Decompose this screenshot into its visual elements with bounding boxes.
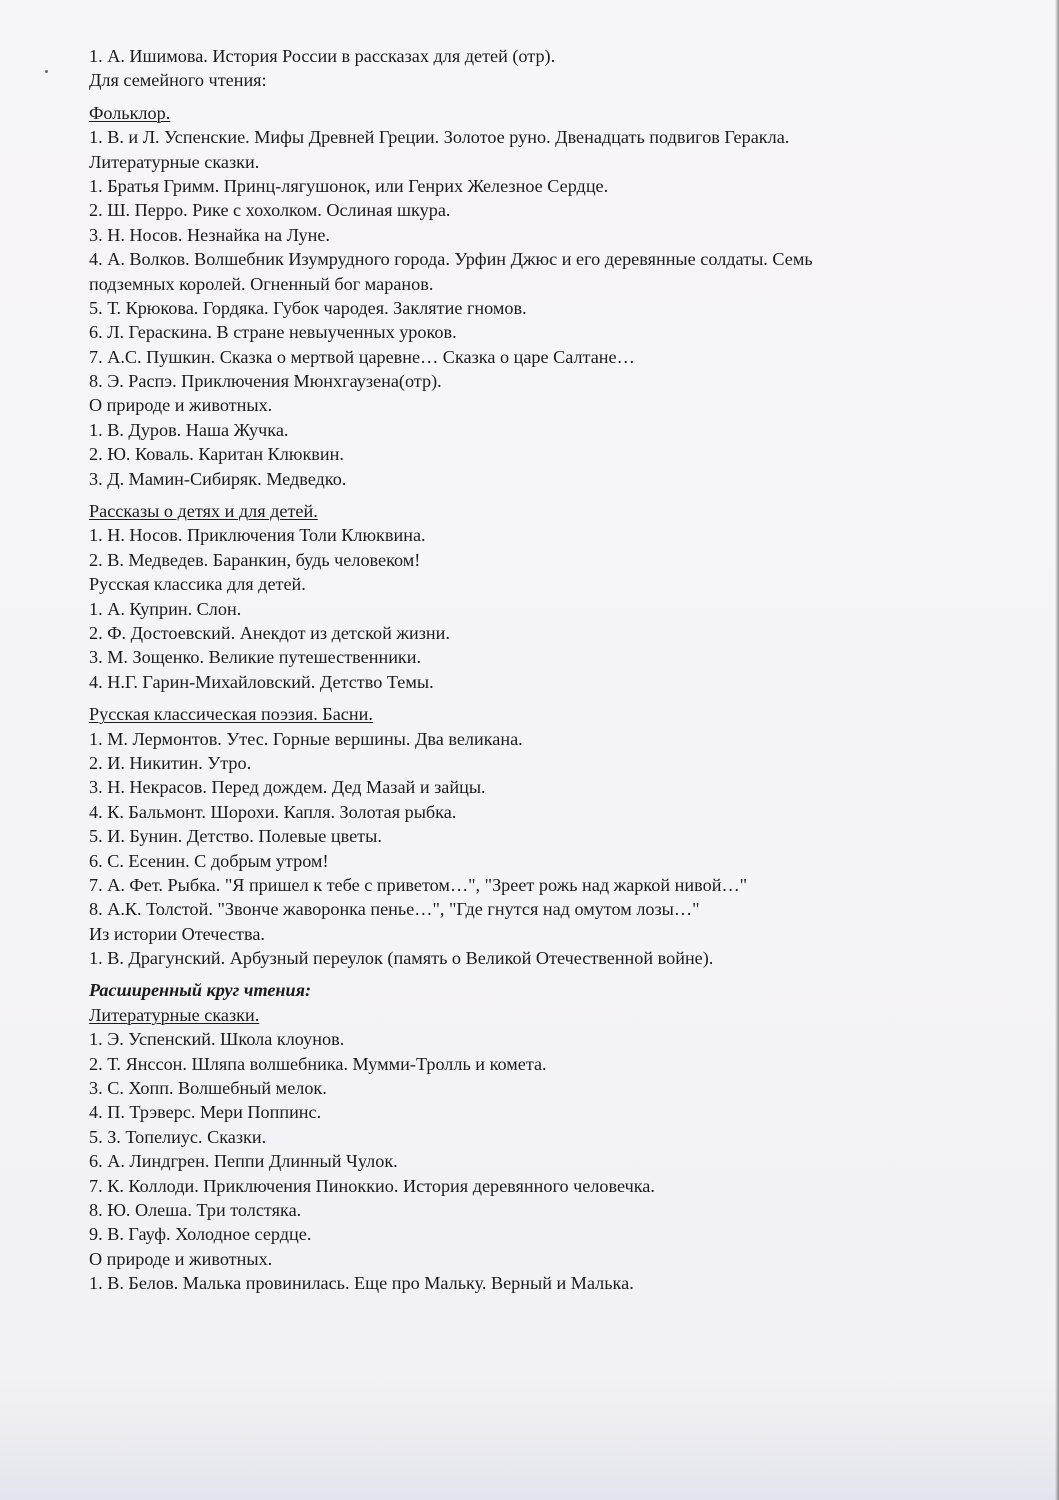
text-line: 1. М. Лермонтов. Утес. Горные вершины. Два великана. (89, 728, 523, 749)
text-line: 3. М. Зощенко. Великие путешественники. (89, 647, 422, 668)
text-line: 2. Ш. Перро. Рике с хохолком. Ослиная шкура. (89, 200, 451, 221)
text-line: 7. А. Фет. Рыбка. "Я пришел к тебе с приветом…", "Зреет рожь над жаркой нивой…" (89, 874, 748, 895)
section-heading: Рассказы о детях и для детей. (89, 501, 318, 522)
text-line: 1. Братья Гримм. Принц-лягушонок, или Генрих Железное Сердце. (89, 175, 609, 196)
text-line: О природе и животных. (89, 1248, 273, 1269)
text-line: 1. А. Куприн. Слон. (89, 598, 242, 619)
text-line: 3. С. Хопп. Волшебный мелок. (89, 1078, 327, 1099)
text-line: 3. Н. Носов. Незнайка на Луне. (89, 224, 330, 245)
text-line: 8. А.К. Толстой. "Звонче жаворонка пенье…", "Где гнутся над омутом лозы…" (89, 899, 700, 920)
text-line: 8. Э. Распэ. Приключения Мюнхгаузена(отр). (89, 371, 442, 392)
section-heading: Фольклор. (89, 102, 171, 123)
text-line: 2. Ю. Коваль. Каритан Клюквин. (89, 444, 344, 465)
text-line: 1. В. Белов. Малька провинилась. Еще про Мальку. Верный и Малька. (89, 1273, 634, 1294)
text-line: 9. В. Гауф. Холодное сердце. (89, 1224, 312, 1245)
scan-bottom-shade (0, 1380, 1059, 1500)
text-line: 6. А. Линдгрен. Пеппи Длинный Чулок. (89, 1151, 398, 1172)
text-line: 7. А.С. Пушкин. Сказка о мертвой царевне… Сказка о царе Салтане… (89, 346, 635, 367)
text-line: 1. В. и Л. Успенские. Мифы Древней Греции. Золотое руно. Двенадцать подвигов Геракла. (89, 127, 790, 148)
scan-right-edge (1055, 0, 1059, 1500)
text-line: 5. И. Бунин. Детство. Полевые цветы. (89, 826, 382, 847)
text-line: 4. Н.Г. Гарин-Михайловский. Детство Темы. (89, 671, 434, 692)
text-line: 1. В. Дуров. Наша Жучка. (89, 419, 289, 440)
text-line: 1. Э. Успенский. Школа клоунов. (89, 1029, 345, 1050)
text-line: 7. К. Коллоди. Приключения Пиноккио. История деревянного человечка. (89, 1175, 655, 1196)
text-line: подземных королей. Огненный бог маранов. (89, 273, 434, 294)
text-line: 2. Ф. Достоевский. Анекдот из детской жизни. (89, 622, 450, 643)
text-line: 4. К. Бальмонт. Шорохи. Капля. Золотая рыбка. (89, 801, 457, 822)
text-line: Русская классика для детей. (89, 574, 306, 595)
text-line: 6. Л. Гераскина. В стране невыученных уроков. (89, 322, 457, 343)
section-heading: Русская классическая поэзия. Басни. (89, 704, 373, 725)
text-line: Литературные сказки. (89, 151, 260, 172)
text-line: 4. П. Трэверс. Мери Поппинс. (89, 1102, 322, 1123)
scan-dot-mark (45, 70, 48, 73)
text-line: 8. Ю. Олеша. Три толстяка. (89, 1199, 302, 1220)
text-line: 1. В. Драгунский. Арбузный переулок (память о Великой Отечественной войне). (89, 948, 714, 969)
text-line: Из истории Отечества. (89, 923, 265, 944)
text-line: 5. Т. Крюкова. Гордяка. Губок чародея. Заклятие гномов. (89, 297, 527, 318)
text-line: 1. А. Ишимова. История России в рассказах для детей (отр). (89, 46, 556, 66)
text-line: Для семейного чтения: (89, 70, 267, 91)
text-line: 3. Д. Мамин-Сибиряк. Медведко. (89, 468, 347, 489)
section-heading: Литературные сказки. (89, 1004, 260, 1025)
text-line: 2. Т. Янссон. Шляпа волшебника. Мумми-Тролль и комета. (89, 1053, 547, 1074)
text-line: 2. И. Никитин. Утро. (89, 752, 252, 773)
text-line: 4. А. Волков. Волшебник Изумрудного города. Урфин Джюс и его деревянные солдаты. Семь (89, 249, 813, 270)
text-line: 5. З. Топелиус. Сказки. (89, 1126, 267, 1147)
text-line: 6. С. Есенин. С добрым утром! (89, 850, 329, 871)
reading-list-text (89, 44, 1019, 1296)
text-line: 1. Н. Носов. Приключения Толи Клюквина. (89, 525, 426, 546)
text-line: 3. Н. Некрасов. Перед дождем. Дед Мазай и зайцы. (89, 777, 486, 798)
section-title: Расширенный круг чтения: (89, 980, 312, 1001)
text-line: О природе и животных. (89, 395, 273, 416)
text-line: 2. В. Медведев. Баранкин, будь человеком! (89, 549, 421, 570)
